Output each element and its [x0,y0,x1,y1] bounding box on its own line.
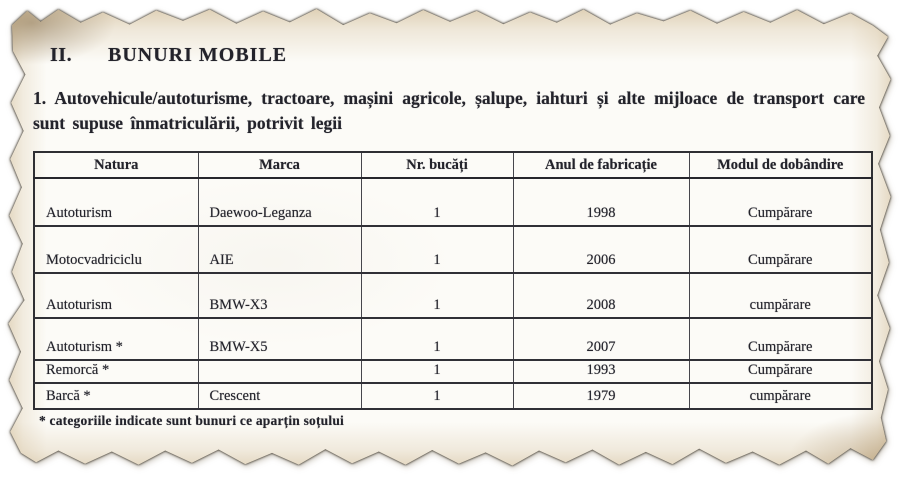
table-cell: Crescent [198,383,361,409]
table-cell: 2006 [513,226,689,273]
table-cell: Cumpărare [689,360,872,383]
section-number: II. [50,44,73,66]
section-title: BUNURI MOBILE [108,44,288,66]
table-cell: 1 [361,178,513,226]
table-cell: 1993 [513,360,689,383]
table-cell: BMW-X3 [198,273,361,318]
table-cell: BMW-X5 [198,318,361,360]
table-cell: 1 [361,226,513,273]
column-header-marca: Marca [198,152,361,178]
column-header-natura: Natura [34,152,198,178]
table-cell: cumpărare [689,383,872,409]
table-row [34,226,872,273]
table-cell: AIE [198,226,361,273]
column-header-anul-fabricatie: Anul de fabricație [513,152,689,178]
table-cell: 1979 [513,383,689,409]
table-cell: Autoturism [34,273,198,318]
column-header-modul-dobandire: Modul de dobândire [689,152,872,178]
assets-table [33,151,873,410]
table-cell: 1 [361,360,513,383]
table-cell: Barcă * [34,383,198,409]
table-cell: Cumpărare [689,178,872,226]
table-cell: 1998 [513,178,689,226]
table-row [34,273,872,318]
section-heading [33,44,884,67]
table-cell: 1 [361,273,513,318]
document-content [33,44,884,429]
table-row [34,360,872,383]
table-cell: Daewoo-Leganza [198,178,361,226]
table-cell [198,360,361,383]
table-row [34,383,872,409]
table-row [34,318,872,360]
table-cell: Cumpărare [689,226,872,273]
table-row [34,178,872,226]
table-cell: 1 [361,383,513,409]
table-header-row [34,152,872,178]
column-header-nr-bucati: Nr. bucăți [361,152,513,178]
table-cell: Cumpărare [689,318,872,360]
footnote: * categoriile indicate sunt bunuri ce aparțin soțului [39,413,344,428]
table-cell: 1 [361,318,513,360]
table-cell: Autoturism [34,178,198,226]
table-cell: Motocvadriciclu [34,226,198,273]
table-cell: Autoturism * [34,318,198,360]
table-cell: Remorcă * [34,360,198,383]
table-cell: cumpărare [689,273,872,318]
table-cell: 2008 [513,273,689,318]
table-cell: 2007 [513,318,689,360]
intro-paragraph: 1. Autovehicule/autoturisme, tractoare, mașini agricole, șalupe, iahturi și alte mijloace de transport care sunt supuse înmatriculării, potrivit legii [33,88,865,133]
